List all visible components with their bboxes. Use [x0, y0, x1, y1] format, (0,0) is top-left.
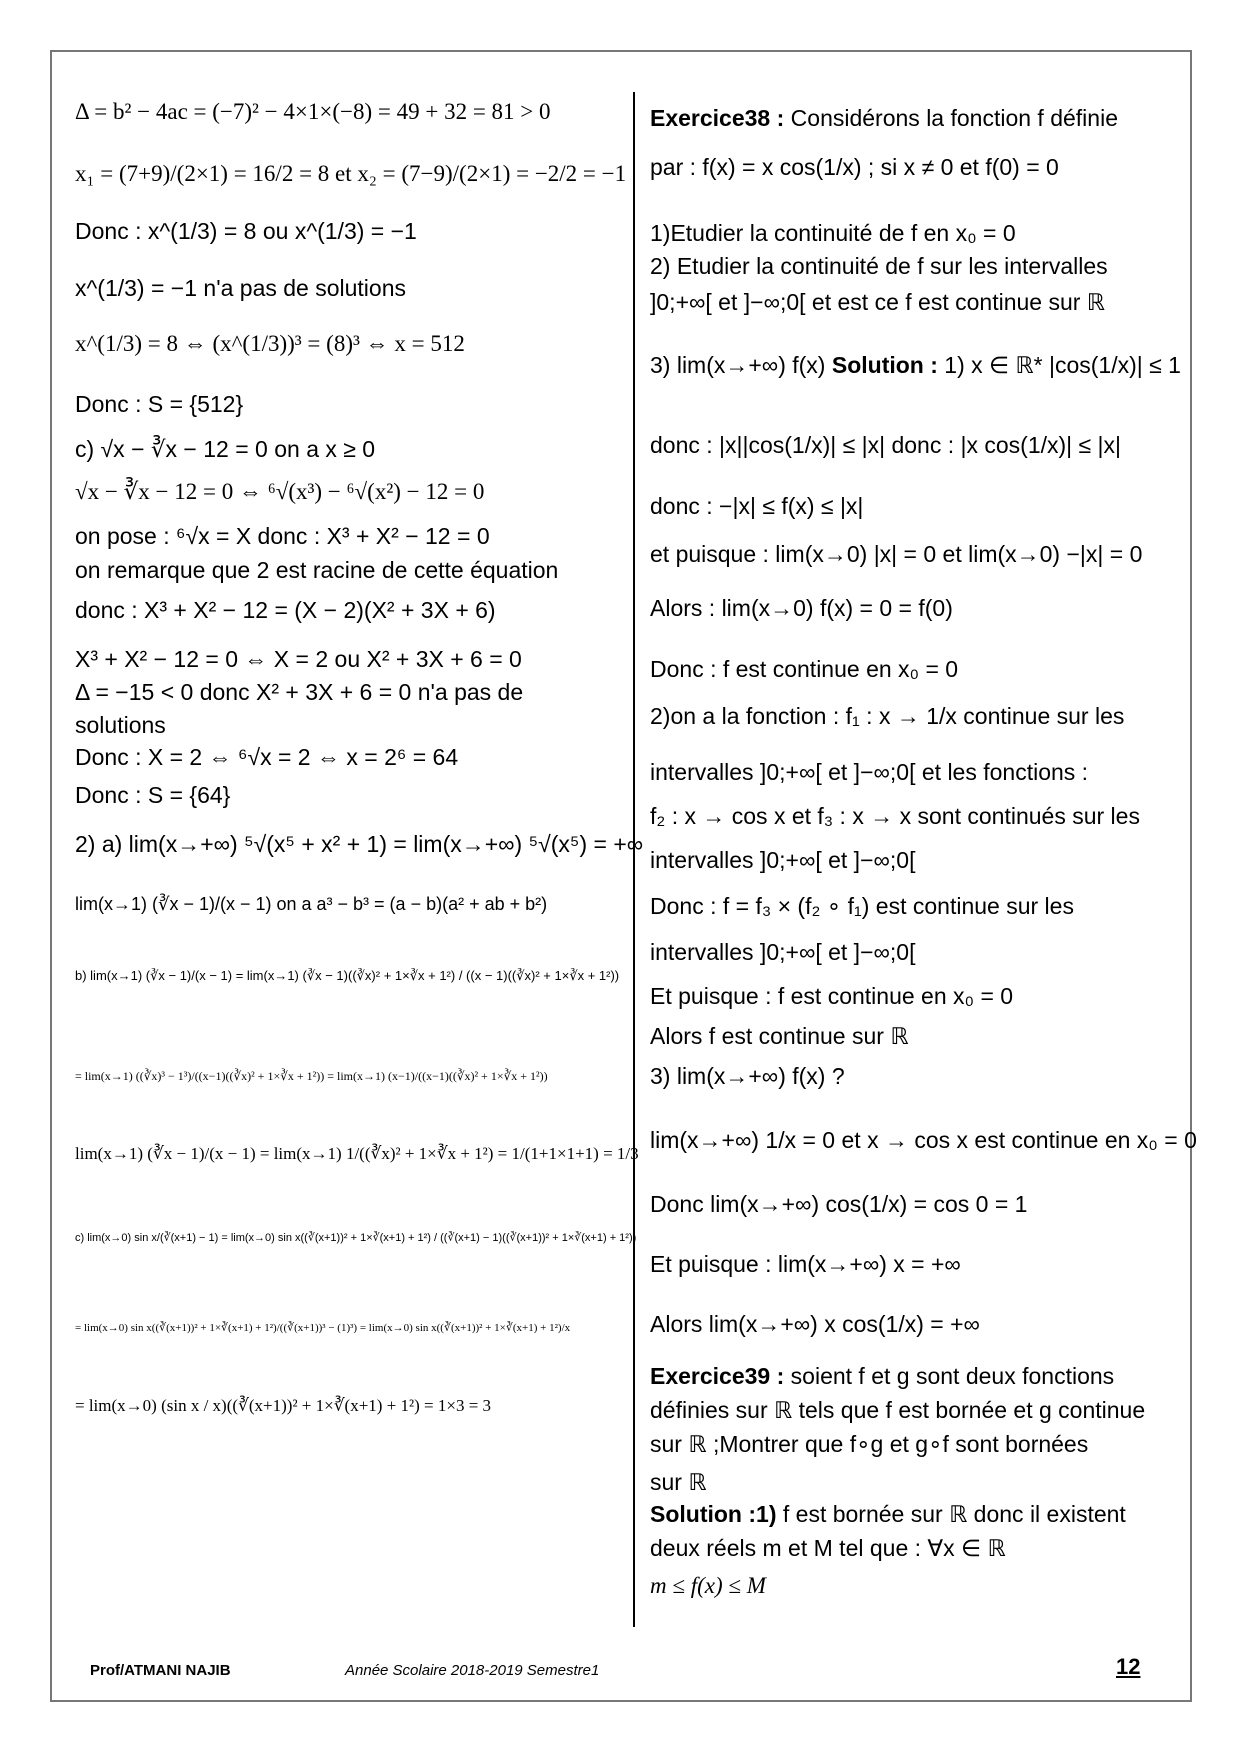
left-line-1: Δ = b² − 4ac = (−7)² − 4×1×(−8) = 49 + 32 = 81 > 0 — [75, 99, 551, 124]
exercise38-title: Exercice38 : — [650, 105, 785, 131]
left-line-5: x^(1/3) = 8 ⇔ (x^(1/3))³ = (8)³ ⇔ x = 512 — [75, 331, 465, 356]
solution-line-8: f₂ : x → cos x et f₃ : x → x sont continués sur les — [650, 803, 1140, 829]
left-line-2: x₁ = (7+9)/(2×1) = 16/2 = 8 et x₂ = (7−9)/(2×1) = −2/2 = −1 — [75, 161, 627, 186]
solution-line-15: lim(x→+∞) 1/x = 0 et x → cos x est continue en x₀ = 0 — [650, 1127, 1197, 1153]
solution-line-12: Et puisque : f est continue en x₀ = 0 — [650, 983, 1014, 1009]
left-line-4: x^(1/3) = −1 n'a pas de solutions — [75, 275, 406, 301]
left-line-24: = lim(x→0) (sin x / x)((∛(x+1))² + 1×∛(x+1) + 1²) = 1×3 = 3 — [75, 1396, 492, 1415]
left-line-20: = lim(x→1) ((∛x)³ − 1³)/((x−1)((∛x)² + 1×∛x + 1²)) = lim(x→1) (x−1)/((x−1)((∛x)² + 1×∛x + 1²)) — [75, 1069, 548, 1083]
left-line-3: Donc : x^(1/3) = 8 ou x^(1/3) = −1 — [75, 218, 417, 244]
solution-line-7: intervalles ]0;+∞[ et ]−∞;0[ et les fonctions : — [650, 759, 1089, 785]
column-divider — [633, 92, 635, 1627]
exercise39-text-4: sur ℝ — [650, 1469, 707, 1495]
left-line-21: lim(x→1) (∛x − 1)/(x − 1) = lim(x→1) 1/((∛x)² + 1×∛x + 1²) = 1/(1+1×1+1) = 1/3 — [75, 1144, 639, 1163]
left-line-22: c) lim(x→0) sin x/(∛(x+1) − 1) = lim(x→0) sin x((∛(x+1))² + 1×∛(x+1) + 1²) / ((∛(x+1) − 1)((∛(x+1))² + 1×∛(x+1) + 1²)) — [75, 1232, 637, 1244]
solution39-text-3: m ≤ f(x) ≤ M — [650, 1573, 766, 1598]
exercise38-definition: par : f(x) = x cos(1/x) ; si x ≠ 0 et f(0) = 0 — [650, 154, 1059, 180]
solution-line-6: 2)on a la fonction : f₁ : x → 1/x continue sur les — [650, 703, 1125, 729]
solution-line-10: Donc : f = f₃ × (f₂ ∘ f₁) est continue sur les — [650, 893, 1074, 919]
left-line-18: lim(x→1) (∛x − 1)/(x − 1) on a a³ − b³ = (a − b)(a² + ab + b²) — [75, 894, 548, 914]
solution-line-17: Et puisque : lim(x→+∞) x = +∞ — [650, 1251, 961, 1277]
left-line-8: √x − ∛x − 12 = 0 ⇔ ⁶√(x³) − ⁶√(x²) − 12 = 0 — [75, 479, 485, 504]
left-line-11: donc : X³ + X² − 12 = (X − 2)(X² + 3X + 6) — [75, 597, 496, 623]
left-line-9: on pose : ⁶√x = X donc : X³ + X² − 12 = 0 — [75, 523, 490, 549]
footer-author: Prof/ATMANI NAJIB — [90, 1662, 231, 1679]
solution-line-2: donc : −|x| ≤ f(x) ≤ |x| — [650, 493, 864, 519]
exercise38-heading — [650, 104, 1118, 132]
solution39-label: Solution :1) — [650, 1501, 777, 1527]
left-line-6: Donc : S = {512} — [75, 391, 244, 417]
solution-line-5: Donc : f est continue en x₀ = 0 — [650, 656, 959, 682]
left-line-7: c) √x − ∛x − 12 = 0 on a x ≥ 0 — [75, 436, 376, 462]
question-3: 3) lim(x→+∞) f(x) — [650, 352, 832, 378]
solution-line-13: Alors f est continue sur ℝ — [650, 1023, 909, 1049]
solution-start: 1) x ∈ ℝ* |cos(1/x)| ≤ 1 — [937, 352, 1181, 378]
solution39-heading — [650, 1500, 1126, 1528]
left-line-10: on remarque que 2 est racine de cette équation — [75, 557, 559, 583]
solution-line-3: et puisque : lim(x→0) |x| = 0 et lim(x→0) −|x| = 0 — [650, 541, 1143, 567]
left-line-17: 2) a) lim(x→+∞) ⁵√(x⁵ + x² + 1) = lim(x→+∞) ⁵√(x⁵) = +∞ — [75, 831, 644, 857]
left-line-13: Δ = −15 < 0 donc X² + 3X + 6 = 0 n'a pas de — [75, 679, 524, 705]
exercise38-intro: Considérons la fonction f définie — [784, 105, 1118, 131]
solution-line-16: Donc lim(x→+∞) cos(1/x) = cos 0 = 1 — [650, 1191, 1028, 1217]
left-line-19: b) lim(x→1) (∛x − 1)/(x − 1) = lim(x→1) (∛x − 1)((∛x)² + 1×∛x + 1²) / ((x − 1)((∛x)² + 1×∛x + 1²)) — [75, 968, 620, 983]
solution-line-9: intervalles ]0;+∞[ et ]−∞;0[ — [650, 847, 916, 873]
left-line-16: Donc : S = {64} — [75, 782, 231, 808]
solution-line-14: 3) lim(x→+∞) f(x) ? — [650, 1063, 845, 1089]
exercise39-text-1: soient f et g sont deux fonctions — [784, 1363, 1115, 1389]
left-line-23: = lim(x→0) sin x((∛(x+1))² + 1×∛(x+1) + 1²)/((∛(x+1))³ − (1)³) = lim(x→0) sin x((∛(x+1))² + 1×∛(x+1) + 1²)/x — [75, 1322, 571, 1334]
left-line-14: solutions — [75, 712, 166, 738]
exercise39-text-3: sur ℝ ;Montrer que f∘g et g∘f sont bornées — [650, 1431, 1089, 1457]
left-line-15: Donc : X = 2 ⇔ ⁶√x = 2 ⇔ x = 2⁶ = 64 — [75, 744, 459, 770]
question-3-and-solution — [650, 351, 1181, 379]
exercise39-title: Exercice39 : — [650, 1363, 785, 1389]
question-2: 2) Etudier la continuité de f sur les intervalles — [650, 253, 1108, 279]
footer-school-year: Année Scolaire 2018-2019 Semestre1 — [345, 1662, 600, 1679]
solution-line-18: Alors lim(x→+∞) x cos(1/x) = +∞ — [650, 1311, 980, 1337]
solution-label: Solution : — [831, 352, 938, 378]
question-2-intervals: ]0;+∞[ et ]−∞;0[ et est ce f est continue sur ℝ — [650, 289, 1106, 315]
solution39-text-2: deux réels m et M tel que : ∀x ∈ ℝ — [650, 1535, 1006, 1561]
solution-line-1: donc : |x||cos(1/x)| ≤ |x| donc : |x cos(1/x)| ≤ |x| — [650, 432, 1122, 458]
solution-line-4: Alors : lim(x→0) f(x) = 0 = f(0) — [650, 595, 953, 621]
left-line-12: X³ + X² − 12 = 0 ⇔ X = 2 ou X² + 3X + 6 = 0 — [75, 646, 522, 672]
page-number: 12 — [1116, 1654, 1141, 1679]
solution39-text-1: f est bornée sur ℝ donc il existent — [776, 1501, 1126, 1527]
solution-line-11: intervalles ]0;+∞[ et ]−∞;0[ — [650, 939, 916, 965]
exercise39-heading — [650, 1362, 1114, 1390]
question-1: 1)Etudier la continuité de f en x₀ = 0 — [650, 220, 1016, 246]
exercise39-text-2: définies sur ℝ tels que f est bornée et g continue — [650, 1397, 1146, 1423]
